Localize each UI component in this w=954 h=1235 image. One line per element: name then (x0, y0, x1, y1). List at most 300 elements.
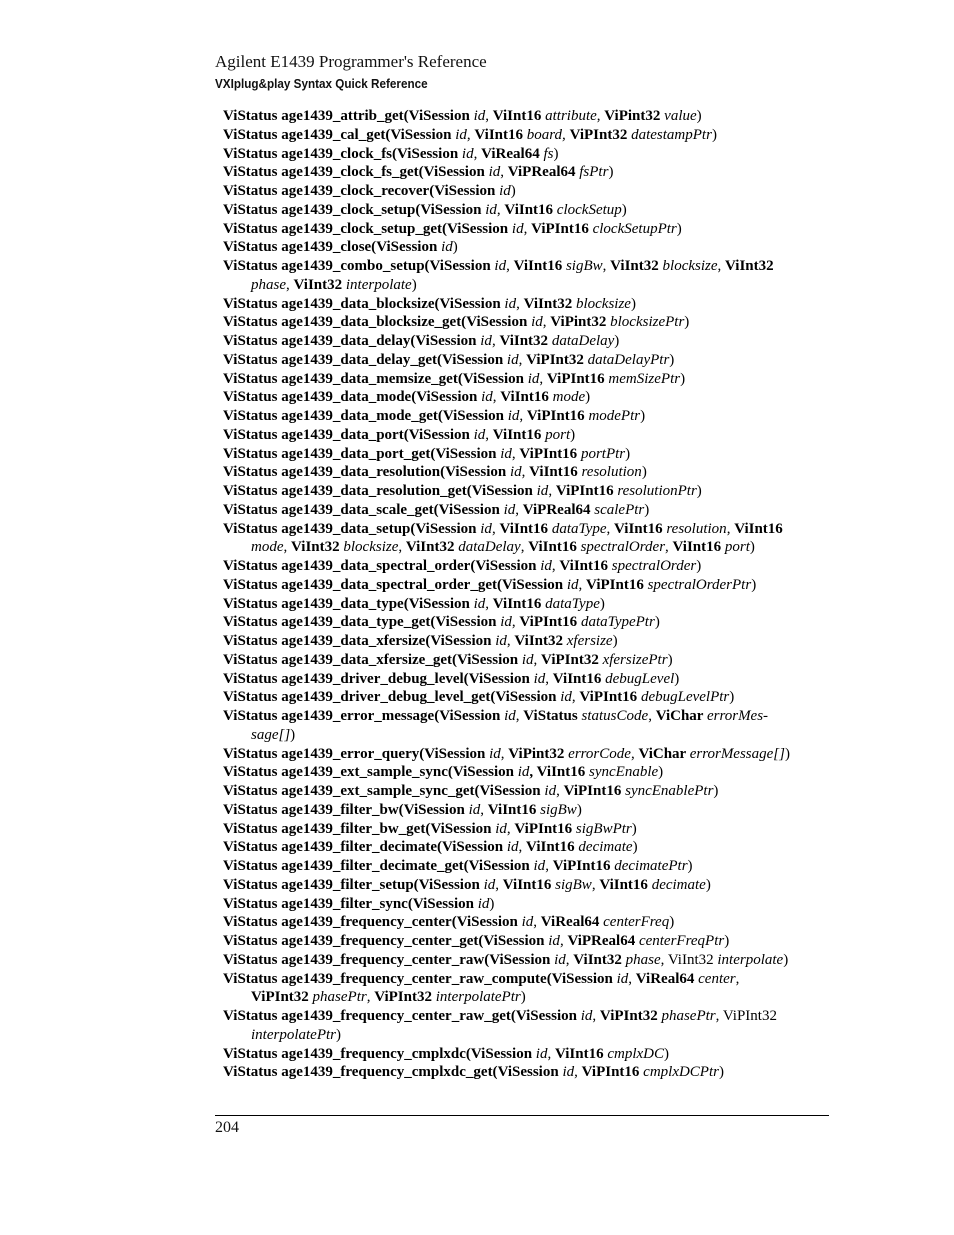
function-signature (223, 557, 823, 576)
param-type: ViInt32 (405, 539, 459, 556)
param-name: id (517, 764, 530, 781)
function-name: ViStatus age1439_data_xfersize_get( (223, 651, 457, 668)
function-signature (223, 1007, 823, 1045)
param-type: ViSession (462, 370, 528, 387)
function-signature (223, 913, 823, 932)
param-type: ViSession (456, 914, 522, 931)
param-type: ViSession (376, 239, 442, 256)
param-type: ViPInt32 (569, 126, 632, 143)
function-name: ViStatus age1439_clock_fs( (223, 145, 398, 162)
param-name: id (500, 445, 512, 462)
param-name: attribute (545, 108, 597, 124)
param-name: errorMes- (706, 708, 769, 724)
param-type: ViSession (442, 408, 508, 424)
param-type: ViReal64 (481, 145, 544, 162)
punctuation: ) (599, 595, 605, 612)
param-type: ViPInt16 (519, 614, 581, 631)
punctuation: ) (608, 164, 614, 181)
param-type: ViSession (466, 314, 532, 331)
function-signature (223, 220, 823, 239)
param-name: dataType (551, 520, 607, 537)
signature-line (223, 426, 823, 445)
signature-line (223, 763, 823, 782)
signature-line (223, 145, 823, 164)
param-name: id (527, 370, 540, 387)
function-name: ViStatus age1439_data_memsize_get( (223, 370, 463, 387)
punctuation: ) (612, 633, 618, 649)
punctuation: ) (553, 145, 559, 162)
param-type: ViSession (390, 126, 456, 143)
punctuation: ) (713, 783, 719, 799)
param-name: syncEnable (589, 764, 659, 781)
function-signature (223, 201, 823, 220)
punctuation: , (283, 539, 291, 556)
punctuation: ) (669, 914, 675, 931)
function-signature (223, 520, 823, 558)
punctuation: , (520, 539, 529, 556)
signature-line (223, 388, 823, 407)
punctuation: ) (614, 333, 620, 349)
param-type: ViSession (468, 858, 534, 874)
param-type: ViPint32 (508, 745, 569, 762)
function-signature (223, 857, 823, 876)
param-name: dataType (545, 595, 600, 612)
punctuation: , (286, 276, 294, 293)
function-signature (223, 295, 823, 314)
signature-line (223, 876, 823, 895)
punctuation: ) (632, 839, 638, 856)
param-type: ViSession (452, 764, 518, 781)
param-name: id (455, 126, 467, 143)
punctuation: ) (783, 951, 789, 968)
param-type: ViPInt16 (552, 858, 615, 874)
param-type: ViChar (655, 708, 707, 724)
param-name: id (562, 1064, 575, 1081)
signature-line (223, 445, 823, 464)
punctuation: , (596, 108, 605, 124)
function-signature (223, 632, 823, 651)
punctuation: ) (411, 276, 417, 293)
signature-line (223, 895, 823, 914)
function-name: ViStatus age1439_data_type( (223, 595, 409, 612)
function-name: ViStatus age1439_data_setup( (223, 520, 416, 537)
param-name: id (533, 670, 546, 687)
punctuation: ) (749, 539, 755, 556)
signature-line (223, 182, 823, 201)
punctuation: , (571, 689, 580, 706)
param-name: statusCode (581, 708, 649, 724)
signature-line (223, 820, 823, 839)
param-type: ViInt16 (529, 464, 582, 481)
param-name: id (504, 295, 517, 312)
signature-line (223, 313, 823, 332)
signature-continuation-line (223, 726, 823, 745)
param-type: ViInt32 (293, 276, 346, 293)
punctuation: , (602, 258, 611, 274)
param-name: resolution (581, 464, 642, 481)
param-name: centerFreqPtr (638, 933, 725, 949)
param-type: ViSession (423, 164, 489, 181)
punctuation: , (542, 314, 551, 331)
param-name: modePtr (588, 408, 641, 424)
punctuation: , (592, 1008, 600, 1024)
function-name: ViStatus age1439_driver_debug_level( (223, 670, 469, 687)
param-type: ViInt32 (499, 333, 552, 349)
function-signature (223, 1045, 823, 1064)
param-type: ViPInt16 (546, 370, 609, 387)
signature-line (223, 613, 823, 632)
param-name: resolution (666, 520, 727, 537)
signature-continuation-line (223, 538, 823, 557)
function-signature (223, 970, 823, 1008)
param-name: blocksizePtr (610, 314, 685, 331)
param-type: ViInt16 (492, 595, 546, 612)
param-name: id (540, 558, 552, 574)
function-name: ViStatus age1439_filter_sync( (223, 895, 413, 912)
param-name: clockSetupPtr (592, 220, 677, 237)
param-type: ViSession (551, 970, 617, 987)
signature-line (223, 595, 823, 614)
function-signature (223, 238, 823, 257)
param-name: id (548, 933, 560, 949)
param-type: ViSession (497, 1064, 563, 1081)
punctuation: ) (520, 989, 526, 1006)
param-type: ViSession (420, 201, 486, 218)
param-type: ViInt16 (504, 201, 557, 218)
function-name: ViStatus age1439_data_blocksize_get( (223, 314, 467, 331)
signature-line (223, 407, 823, 426)
param-name: xfersizePtr (602, 651, 668, 668)
punctuation: ) (570, 426, 576, 443)
param-name: mode (251, 539, 284, 556)
signature-line (223, 857, 823, 876)
punctuation: , (665, 539, 673, 556)
param-type: ViSession (441, 839, 507, 856)
signature-line (223, 1045, 823, 1064)
punctuation: ) (696, 108, 702, 124)
punctuation: ) (452, 239, 458, 256)
punctuation: , (500, 745, 509, 762)
param-name: center (698, 970, 736, 987)
punctuation: , (551, 558, 560, 574)
punctuation: , (523, 220, 532, 237)
punctuation: , (485, 595, 493, 612)
param-type: ViSession (397, 145, 462, 162)
punctuation: ) (724, 933, 730, 949)
param-name: id (511, 220, 524, 237)
param-type: ViInt16 (492, 108, 546, 124)
param-type: ViReal64 (540, 914, 604, 931)
param-type: ViInt16 (554, 1045, 608, 1062)
signature-line (223, 482, 823, 501)
punctuation: ) (658, 764, 664, 781)
punctuation: ) (625, 445, 631, 462)
param-name: datestampPtr (631, 126, 712, 143)
function-signature (223, 782, 823, 801)
punctuation: , (578, 576, 587, 593)
param-type: ViPReal64 (507, 164, 580, 181)
punctuation: , (574, 1064, 582, 1081)
param-name: decimate (651, 876, 706, 893)
punctuation: ) (676, 220, 682, 237)
punctuation: , (496, 201, 505, 218)
punctuation: ) (630, 295, 636, 312)
param-type: , (529, 764, 537, 781)
function-signature (223, 895, 823, 914)
signature-continuation-line (223, 988, 823, 1007)
punctuation: ) (674, 670, 680, 687)
signature-line (223, 576, 823, 595)
param-name: id (566, 576, 579, 593)
punctuation: ) (631, 820, 637, 837)
function-name: ViStatus age1439_data_port( (223, 426, 409, 443)
function-name: ViStatus age1439_frequency_center( (223, 914, 457, 931)
punctuation: , ViPInt32 (715, 1008, 777, 1024)
punctuation: ) (644, 501, 650, 518)
param-type: ViSession (456, 651, 522, 668)
punctuation: , (398, 539, 406, 556)
param-type: ViInt16 (672, 539, 725, 556)
param-name: id (483, 876, 496, 893)
signature-line (223, 970, 823, 989)
param-name: id (481, 389, 493, 406)
punctuation: , (565, 951, 574, 968)
function-signature (223, 801, 823, 820)
function-signature (223, 145, 823, 164)
param-name: id (495, 820, 507, 837)
param-name: fsPtr (579, 164, 609, 181)
punctuation: , (606, 520, 615, 537)
function-name: ViStatus age1439_data_blocksize( (223, 295, 440, 312)
param-type: ViInt16 (599, 876, 652, 893)
param-name: sigBwPtr (575, 820, 632, 837)
param-type: ViInt32 (725, 258, 774, 274)
signature-line (223, 670, 823, 689)
param-type: ViPint32 (604, 108, 665, 124)
function-name: ViStatus age1439_filter_setup( (223, 876, 419, 893)
function-signature (223, 688, 823, 707)
punctuation: , (506, 820, 515, 837)
param-name: id (503, 501, 516, 518)
param-name: mode (552, 389, 586, 406)
function-signature (223, 745, 823, 764)
punctuation: , (511, 445, 520, 462)
punctuation: , (519, 408, 527, 424)
punctuation: , (491, 333, 500, 349)
function-signature (223, 820, 823, 839)
punctuation: , (515, 501, 523, 518)
param-name: value (664, 108, 697, 124)
param-type: ViSession (483, 933, 549, 949)
param-type: ViSession (430, 633, 496, 649)
punctuation: , (545, 858, 553, 874)
signature-line (223, 782, 823, 801)
function-name: ViStatus age1439_driver_debug_level_get( (223, 689, 496, 706)
param-type: ViSession (489, 951, 555, 968)
param-name: id (535, 1045, 548, 1062)
param-type: ViInt16 (526, 839, 579, 856)
punctuation: , (628, 970, 636, 987)
punctuation: , (533, 914, 541, 931)
param-name: resolutionPtr (617, 483, 697, 499)
param-type: ViChar (638, 745, 690, 762)
param-name: blocksize (343, 539, 399, 556)
param-name: id (461, 145, 474, 162)
param-name: dataDelay (551, 333, 615, 349)
footer-rule (215, 1115, 829, 1116)
param-type: ViSession (475, 558, 541, 574)
param-type: ViInt16 (492, 426, 546, 443)
signature-line (223, 1007, 823, 1026)
function-name: ViStatus age1439_filter_bw( (223, 801, 404, 818)
param-type: ViSession (412, 895, 478, 912)
param-type: ViSession (439, 708, 505, 724)
param-name: id (521, 914, 534, 931)
param-type: ViSession (424, 745, 490, 762)
function-name: ViStatus age1439_clock_setup( (223, 201, 421, 218)
function-name: ViStatus age1439_data_spectral_order( (223, 558, 476, 574)
param-name: xfersize (566, 633, 613, 649)
param-name: interpolate (345, 276, 412, 293)
signature-line (223, 238, 823, 257)
punctuation: , (521, 464, 530, 481)
function-signature (223, 595, 823, 614)
param-type: ViPInt16 (555, 483, 618, 499)
signature-line (223, 838, 823, 857)
function-signature (223, 707, 823, 745)
punctuation: , ViInt32 (660, 951, 718, 968)
param-name: clockSetup (556, 201, 622, 218)
param-name: id (477, 895, 490, 912)
function-signature (223, 670, 823, 689)
function-signature (223, 351, 823, 370)
param-type: ViSession (468, 670, 534, 687)
punctuation: ) (576, 801, 582, 818)
signature-line (223, 688, 823, 707)
param-type: ViInt16 (536, 764, 590, 781)
punctuation: ) (711, 126, 717, 143)
param-name: dataTypePtr (580, 614, 655, 631)
function-signature (223, 426, 823, 445)
punctuation: ) (729, 689, 735, 706)
function-signature (223, 332, 823, 351)
param-name: decimatePtr (614, 858, 688, 874)
param-type: ViInt16 (499, 520, 552, 537)
function-signature (223, 313, 823, 332)
param-type: ViSession (442, 351, 507, 368)
signature-line (223, 220, 823, 239)
signature-line (223, 295, 823, 314)
punctuation: , (485, 426, 493, 443)
signature-line (223, 257, 823, 276)
punctuation: ) (680, 370, 686, 387)
param-type: ViInt16 (500, 389, 553, 406)
signature-line (223, 707, 823, 726)
param-type: ViInt16 (474, 126, 527, 143)
signature-line (223, 201, 823, 220)
signature-line (223, 1063, 823, 1082)
function-signature (223, 576, 823, 595)
param-name: id (533, 858, 546, 874)
signature-line (223, 745, 823, 764)
param-name: sigBw (555, 876, 592, 893)
function-signature (223, 763, 823, 782)
param-name: centerFreq (603, 914, 670, 931)
function-name: ViStatus age1439_ext_sample_sync_get( (223, 783, 480, 799)
param-name: id (506, 351, 519, 368)
section-title: VXIplug&play Syntax Quick Reference (215, 76, 428, 91)
param-type: ViPInt32 (599, 1008, 662, 1024)
function-signature (223, 613, 823, 632)
param-name: id (500, 614, 512, 631)
punctuation: ) (664, 1045, 669, 1062)
function-name: ViStatus age1439_frequency_center_raw( (223, 951, 490, 968)
punctuation: , (495, 876, 503, 893)
punctuation: , (480, 801, 488, 818)
param-name: id (521, 651, 534, 668)
punctuation: , (515, 708, 524, 724)
param-name: phasePtr (661, 1008, 716, 1024)
param-name: errorMessage[] (689, 745, 785, 762)
signature-line (223, 501, 823, 520)
function-signature (223, 1063, 823, 1082)
param-name: spectralOrder (580, 539, 666, 556)
punctuation: ) (489, 895, 495, 912)
function-name: ViStatus age1439_data_resolution( (223, 464, 446, 481)
param-type: ViInt16 (528, 539, 581, 556)
punctuation: , (492, 389, 501, 406)
signature-continuation-line (223, 276, 823, 295)
function-name: ViStatus age1439_data_type_get( (223, 614, 436, 631)
param-type: ViSession (479, 783, 545, 799)
param-type: ViInt32 (291, 539, 344, 556)
param-name: dataDelayPtr (587, 351, 670, 368)
function-name: ViStatus age1439_filter_bw_get( (223, 820, 431, 837)
function-name: ViStatus age1439_data_xfersize( (223, 633, 431, 649)
param-name: id (616, 970, 629, 987)
param-type: ViPInt16 (526, 408, 589, 424)
param-name: cmplxDCPtr (643, 1064, 719, 1081)
function-name: ViStatus age1439_frequency_cmplxdc_get( (223, 1064, 498, 1081)
function-name: ViStatus age1439_error_message( (223, 708, 440, 724)
punctuation: , (539, 370, 547, 387)
signature-line (223, 107, 823, 126)
function-signature (223, 126, 823, 145)
function-name: ViStatus age1439_ext_sample_sync( (223, 764, 453, 781)
param-type: ViSession (415, 520, 481, 537)
param-type: ViSession (434, 183, 500, 199)
punctuation: ) (669, 351, 675, 368)
param-type: ViPInt16 (519, 445, 581, 462)
punctuation: , (648, 708, 656, 724)
punctuation: ) (705, 876, 711, 893)
param-name: phase (625, 951, 661, 968)
function-signature (223, 482, 823, 501)
param-type: ViSession (501, 576, 567, 593)
param-type: ViSession (470, 1045, 536, 1062)
function-signature (223, 651, 823, 670)
param-type: ViInt16 (559, 558, 612, 574)
param-type: ViPReal64 (522, 501, 595, 518)
param-name: spectralOrder (611, 558, 697, 574)
function-name: ViStatus age1439_filter_decimate( (223, 839, 442, 856)
param-name: id (480, 520, 492, 537)
signature-line (223, 557, 823, 576)
param-type: ViPInt16 (586, 576, 648, 593)
param-type: ViSession (415, 333, 481, 349)
signature-line (223, 370, 823, 389)
function-signature (223, 257, 823, 295)
